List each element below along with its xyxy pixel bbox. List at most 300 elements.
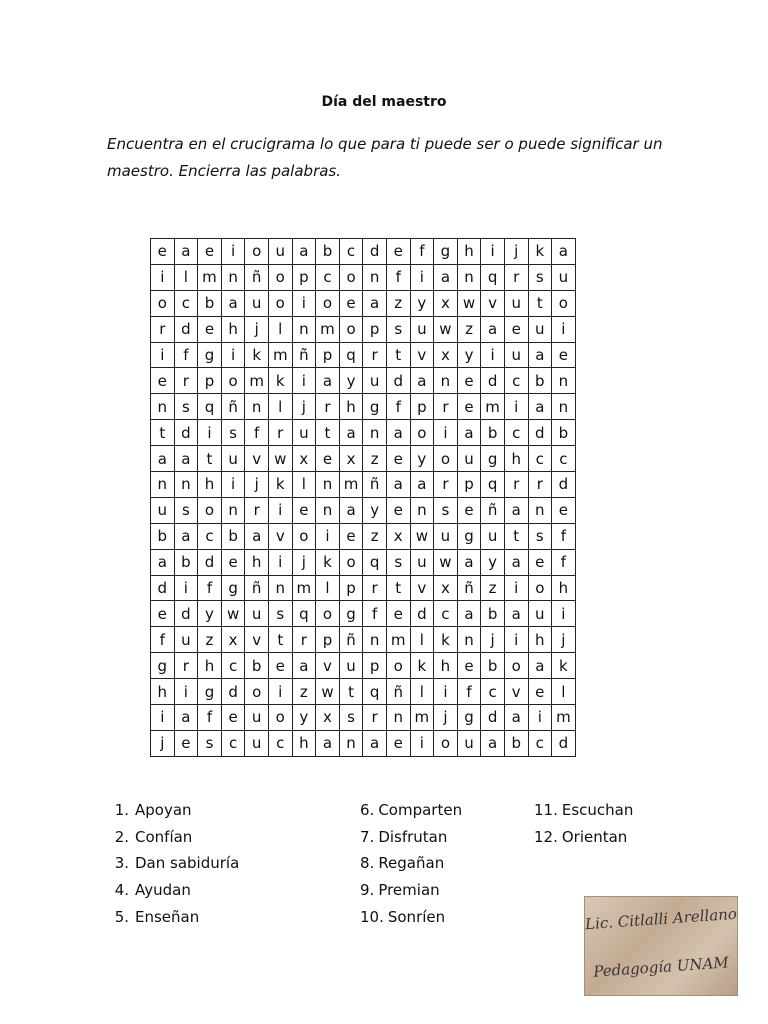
grid-cell[interactable]: u: [245, 601, 269, 627]
grid-cell[interactable]: d: [552, 730, 576, 756]
grid-cell[interactable]: n: [552, 394, 576, 420]
grid-cell[interactable]: a: [245, 523, 269, 549]
grid-cell[interactable]: e: [198, 316, 222, 342]
grid-cell[interactable]: f: [386, 264, 410, 290]
grid-cell[interactable]: h: [221, 316, 245, 342]
grid-cell[interactable]: p: [363, 653, 387, 679]
grid-cell[interactable]: p: [410, 394, 434, 420]
grid-cell[interactable]: t: [151, 420, 175, 446]
grid-cell[interactable]: e: [457, 368, 481, 394]
grid-cell[interactable]: o: [198, 497, 222, 523]
grid-cell[interactable]: c: [504, 420, 528, 446]
grid-cell[interactable]: i: [434, 679, 458, 705]
grid-cell[interactable]: c: [481, 679, 505, 705]
grid-cell[interactable]: a: [339, 497, 363, 523]
grid-cell[interactable]: f: [198, 705, 222, 731]
grid-cell[interactable]: k: [268, 368, 292, 394]
grid-cell[interactable]: e: [386, 446, 410, 472]
grid-cell[interactable]: o: [339, 264, 363, 290]
grid-cell[interactable]: g: [363, 394, 387, 420]
grid-cell[interactable]: z: [481, 575, 505, 601]
grid-cell[interactable]: b: [504, 730, 528, 756]
grid-cell[interactable]: k: [552, 653, 576, 679]
grid-cell[interactable]: ñ: [481, 497, 505, 523]
grid-cell[interactable]: a: [174, 239, 198, 265]
grid-cell[interactable]: g: [457, 705, 481, 731]
grid-cell[interactable]: a: [457, 549, 481, 575]
grid-cell[interactable]: r: [174, 368, 198, 394]
grid-cell[interactable]: c: [339, 239, 363, 265]
grid-cell[interactable]: f: [457, 679, 481, 705]
grid-cell[interactable]: x: [221, 627, 245, 653]
grid-cell[interactable]: h: [245, 549, 269, 575]
grid-cell[interactable]: h: [504, 446, 528, 472]
grid-cell[interactable]: o: [386, 653, 410, 679]
grid-cell[interactable]: y: [363, 497, 387, 523]
grid-cell[interactable]: a: [504, 497, 528, 523]
grid-cell[interactable]: ñ: [245, 575, 269, 601]
grid-cell[interactable]: o: [552, 290, 576, 316]
grid-cell[interactable]: q: [339, 342, 363, 368]
grid-cell[interactable]: r: [434, 394, 458, 420]
grid-cell[interactable]: o: [434, 730, 458, 756]
grid-cell[interactable]: e: [386, 601, 410, 627]
grid-cell[interactable]: u: [151, 497, 175, 523]
grid-cell[interactable]: a: [528, 653, 552, 679]
grid-cell[interactable]: p: [316, 627, 340, 653]
grid-cell[interactable]: u: [528, 601, 552, 627]
grid-cell[interactable]: u: [268, 239, 292, 265]
grid-cell[interactable]: e: [151, 239, 175, 265]
grid-cell[interactable]: o: [339, 316, 363, 342]
grid-cell[interactable]: m: [481, 394, 505, 420]
grid-cell[interactable]: u: [410, 549, 434, 575]
grid-cell[interactable]: x: [316, 705, 340, 731]
grid-cell[interactable]: t: [268, 627, 292, 653]
grid-cell[interactable]: a: [457, 601, 481, 627]
grid-cell[interactable]: n: [339, 730, 363, 756]
grid-cell[interactable]: o: [339, 549, 363, 575]
grid-cell[interactable]: e: [221, 705, 245, 731]
grid-cell[interactable]: s: [528, 523, 552, 549]
grid-cell[interactable]: ñ: [363, 472, 387, 498]
grid-cell[interactable]: g: [457, 523, 481, 549]
grid-cell[interactable]: e: [339, 523, 363, 549]
grid-cell[interactable]: d: [174, 601, 198, 627]
grid-cell[interactable]: e: [504, 316, 528, 342]
grid-cell[interactable]: u: [221, 446, 245, 472]
grid-cell[interactable]: a: [292, 239, 316, 265]
grid-cell[interactable]: s: [198, 730, 222, 756]
grid-cell[interactable]: t: [528, 290, 552, 316]
grid-cell[interactable]: f: [386, 394, 410, 420]
grid-cell[interactable]: u: [245, 705, 269, 731]
grid-cell[interactable]: w: [457, 290, 481, 316]
grid-cell[interactable]: n: [292, 316, 316, 342]
grid-cell[interactable]: a: [174, 446, 198, 472]
grid-cell[interactable]: c: [268, 730, 292, 756]
grid-cell[interactable]: l: [292, 472, 316, 498]
grid-cell[interactable]: x: [339, 446, 363, 472]
grid-cell[interactable]: t: [198, 446, 222, 472]
grid-cell[interactable]: a: [292, 653, 316, 679]
grid-cell[interactable]: i: [292, 290, 316, 316]
grid-cell[interactable]: r: [245, 497, 269, 523]
grid-cell[interactable]: q: [481, 264, 505, 290]
grid-cell[interactable]: a: [528, 342, 552, 368]
grid-cell[interactable]: e: [386, 239, 410, 265]
grid-cell[interactable]: o: [268, 290, 292, 316]
grid-cell[interactable]: m: [245, 368, 269, 394]
grid-cell[interactable]: s: [268, 601, 292, 627]
grid-cell[interactable]: e: [221, 549, 245, 575]
grid-cell[interactable]: u: [410, 316, 434, 342]
grid-cell[interactable]: e: [552, 497, 576, 523]
grid-cell[interactable]: u: [339, 653, 363, 679]
grid-cell[interactable]: m: [198, 264, 222, 290]
grid-cell[interactable]: n: [386, 705, 410, 731]
grid-cell[interactable]: a: [316, 368, 340, 394]
grid-cell[interactable]: s: [221, 420, 245, 446]
grid-cell[interactable]: k: [245, 342, 269, 368]
grid-cell[interactable]: d: [221, 679, 245, 705]
grid-cell[interactable]: i: [410, 730, 434, 756]
grid-cell[interactable]: u: [434, 523, 458, 549]
grid-cell[interactable]: s: [434, 497, 458, 523]
grid-cell[interactable]: b: [245, 653, 269, 679]
grid-cell[interactable]: ñ: [245, 264, 269, 290]
grid-cell[interactable]: a: [504, 549, 528, 575]
grid-cell[interactable]: y: [292, 705, 316, 731]
grid-cell[interactable]: z: [457, 316, 481, 342]
grid-cell[interactable]: z: [363, 523, 387, 549]
grid-cell[interactable]: c: [221, 653, 245, 679]
grid-cell[interactable]: e: [151, 368, 175, 394]
grid-cell[interactable]: d: [481, 368, 505, 394]
grid-cell[interactable]: w: [221, 601, 245, 627]
grid-cell[interactable]: x: [434, 290, 458, 316]
grid-cell[interactable]: f: [410, 239, 434, 265]
grid-cell[interactable]: c: [552, 446, 576, 472]
grid-cell[interactable]: i: [221, 342, 245, 368]
grid-cell[interactable]: l: [268, 316, 292, 342]
grid-cell[interactable]: c: [221, 730, 245, 756]
grid-cell[interactable]: h: [151, 679, 175, 705]
grid-cell[interactable]: i: [552, 316, 576, 342]
grid-cell[interactable]: n: [528, 497, 552, 523]
grid-cell[interactable]: r: [434, 472, 458, 498]
grid-cell[interactable]: b: [316, 239, 340, 265]
grid-cell[interactable]: g: [481, 446, 505, 472]
grid-cell[interactable]: e: [552, 342, 576, 368]
grid-cell[interactable]: h: [198, 653, 222, 679]
grid-cell[interactable]: r: [292, 627, 316, 653]
grid-cell[interactable]: e: [151, 601, 175, 627]
grid-cell[interactable]: l: [410, 627, 434, 653]
grid-cell[interactable]: s: [339, 705, 363, 731]
grid-cell[interactable]: f: [552, 523, 576, 549]
grid-cell[interactable]: g: [221, 575, 245, 601]
grid-cell[interactable]: u: [481, 523, 505, 549]
grid-cell[interactable]: n: [363, 264, 387, 290]
grid-cell[interactable]: m: [552, 705, 576, 731]
grid-cell[interactable]: w: [268, 446, 292, 472]
grid-cell[interactable]: w: [410, 523, 434, 549]
grid-cell[interactable]: a: [434, 264, 458, 290]
grid-cell[interactable]: i: [268, 679, 292, 705]
grid-cell[interactable]: v: [410, 342, 434, 368]
grid-cell[interactable]: a: [363, 730, 387, 756]
grid-cell[interactable]: z: [292, 679, 316, 705]
grid-cell[interactable]: b: [481, 653, 505, 679]
grid-cell[interactable]: b: [174, 549, 198, 575]
grid-cell[interactable]: h: [339, 394, 363, 420]
grid-cell[interactable]: g: [434, 239, 458, 265]
grid-cell[interactable]: d: [481, 705, 505, 731]
grid-cell[interactable]: n: [221, 264, 245, 290]
grid-cell[interactable]: a: [386, 472, 410, 498]
grid-cell[interactable]: p: [363, 316, 387, 342]
grid-cell[interactable]: i: [504, 575, 528, 601]
grid-cell[interactable]: a: [410, 472, 434, 498]
grid-cell[interactable]: i: [221, 239, 245, 265]
grid-cell[interactable]: ñ: [386, 679, 410, 705]
grid-cell[interactable]: i: [151, 705, 175, 731]
grid-cell[interactable]: i: [481, 342, 505, 368]
grid-cell[interactable]: n: [268, 575, 292, 601]
grid-cell[interactable]: d: [410, 601, 434, 627]
grid-cell[interactable]: v: [504, 679, 528, 705]
grid-cell[interactable]: a: [481, 316, 505, 342]
grid-cell[interactable]: g: [198, 342, 222, 368]
grid-cell[interactable]: d: [174, 420, 198, 446]
grid-cell[interactable]: r: [528, 472, 552, 498]
grid-cell[interactable]: c: [316, 264, 340, 290]
grid-cell[interactable]: o: [268, 264, 292, 290]
grid-cell[interactable]: u: [504, 342, 528, 368]
grid-cell[interactable]: u: [457, 446, 481, 472]
grid-cell[interactable]: z: [363, 446, 387, 472]
grid-cell[interactable]: t: [386, 575, 410, 601]
grid-cell[interactable]: n: [434, 368, 458, 394]
grid-cell[interactable]: e: [528, 679, 552, 705]
grid-cell[interactable]: a: [316, 730, 340, 756]
grid-cell[interactable]: c: [434, 601, 458, 627]
grid-cell[interactable]: k: [410, 653, 434, 679]
grid-cell[interactable]: y: [410, 446, 434, 472]
grid-cell[interactable]: a: [504, 705, 528, 731]
grid-cell[interactable]: u: [292, 420, 316, 446]
grid-cell[interactable]: k: [434, 627, 458, 653]
grid-cell[interactable]: c: [528, 446, 552, 472]
grid-cell[interactable]: f: [174, 342, 198, 368]
grid-cell[interactable]: g: [339, 601, 363, 627]
grid-cell[interactable]: a: [528, 394, 552, 420]
grid-cell[interactable]: a: [410, 368, 434, 394]
grid-cell[interactable]: b: [198, 290, 222, 316]
grid-cell[interactable]: d: [386, 368, 410, 394]
grid-cell[interactable]: i: [504, 394, 528, 420]
grid-cell[interactable]: m: [410, 705, 434, 731]
grid-cell[interactable]: h: [434, 653, 458, 679]
grid-cell[interactable]: b: [221, 523, 245, 549]
grid-cell[interactable]: f: [363, 601, 387, 627]
grid-cell[interactable]: e: [198, 239, 222, 265]
grid-cell[interactable]: v: [410, 575, 434, 601]
grid-cell[interactable]: x: [292, 446, 316, 472]
grid-cell[interactable]: s: [174, 497, 198, 523]
grid-cell[interactable]: e: [268, 653, 292, 679]
grid-cell[interactable]: g: [198, 679, 222, 705]
grid-cell[interactable]: j: [481, 627, 505, 653]
grid-cell[interactable]: r: [316, 394, 340, 420]
grid-cell[interactable]: v: [481, 290, 505, 316]
grid-cell[interactable]: j: [245, 316, 269, 342]
grid-cell[interactable]: j: [552, 627, 576, 653]
grid-cell[interactable]: n: [221, 497, 245, 523]
grid-cell[interactable]: x: [434, 342, 458, 368]
grid-cell[interactable]: a: [221, 290, 245, 316]
grid-cell[interactable]: n: [151, 394, 175, 420]
grid-cell[interactable]: a: [457, 420, 481, 446]
grid-cell[interactable]: x: [434, 575, 458, 601]
grid-cell[interactable]: w: [434, 316, 458, 342]
grid-cell[interactable]: a: [151, 446, 175, 472]
grid-cell[interactable]: j: [245, 472, 269, 498]
grid-cell[interactable]: b: [481, 420, 505, 446]
grid-cell[interactable]: g: [151, 653, 175, 679]
grid-cell[interactable]: f: [245, 420, 269, 446]
grid-cell[interactable]: c: [198, 523, 222, 549]
grid-cell[interactable]: p: [198, 368, 222, 394]
grid-cell[interactable]: j: [292, 394, 316, 420]
grid-cell[interactable]: e: [292, 497, 316, 523]
grid-cell[interactable]: a: [339, 420, 363, 446]
grid-cell[interactable]: u: [245, 730, 269, 756]
grid-cell[interactable]: o: [434, 446, 458, 472]
grid-cell[interactable]: j: [434, 705, 458, 731]
grid-cell[interactable]: e: [174, 730, 198, 756]
grid-cell[interactable]: ñ: [457, 575, 481, 601]
grid-cell[interactable]: i: [198, 420, 222, 446]
grid-cell[interactable]: s: [174, 394, 198, 420]
grid-cell[interactable]: s: [386, 316, 410, 342]
grid-cell[interactable]: b: [481, 601, 505, 627]
grid-cell[interactable]: i: [504, 627, 528, 653]
grid-cell[interactable]: d: [552, 472, 576, 498]
grid-cell[interactable]: m: [292, 575, 316, 601]
grid-cell[interactable]: e: [339, 290, 363, 316]
grid-cell[interactable]: d: [151, 575, 175, 601]
grid-cell[interactable]: o: [316, 601, 340, 627]
grid-cell[interactable]: e: [457, 497, 481, 523]
grid-cell[interactable]: o: [245, 679, 269, 705]
grid-cell[interactable]: o: [268, 705, 292, 731]
grid-cell[interactable]: e: [386, 730, 410, 756]
grid-cell[interactable]: e: [457, 653, 481, 679]
grid-cell[interactable]: q: [198, 394, 222, 420]
grid-cell[interactable]: n: [174, 472, 198, 498]
grid-cell[interactable]: ñ: [339, 627, 363, 653]
grid-cell[interactable]: v: [245, 446, 269, 472]
grid-cell[interactable]: i: [268, 549, 292, 575]
grid-cell[interactable]: r: [504, 472, 528, 498]
grid-cell[interactable]: l: [410, 679, 434, 705]
grid-cell[interactable]: b: [151, 523, 175, 549]
grid-cell[interactable]: f: [552, 549, 576, 575]
grid-cell[interactable]: a: [386, 420, 410, 446]
grid-cell[interactable]: l: [316, 575, 340, 601]
grid-cell[interactable]: k: [528, 239, 552, 265]
grid-cell[interactable]: p: [457, 472, 481, 498]
grid-cell[interactable]: h: [528, 627, 552, 653]
grid-cell[interactable]: o: [221, 368, 245, 394]
grid-cell[interactable]: c: [504, 368, 528, 394]
grid-cell[interactable]: r: [363, 575, 387, 601]
grid-cell[interactable]: o: [528, 575, 552, 601]
grid-cell[interactable]: v: [245, 627, 269, 653]
grid-cell[interactable]: h: [457, 239, 481, 265]
grid-cell[interactable]: r: [363, 705, 387, 731]
grid-cell[interactable]: i: [316, 523, 340, 549]
grid-cell[interactable]: s: [528, 264, 552, 290]
grid-cell[interactable]: x: [386, 523, 410, 549]
grid-cell[interactable]: n: [552, 368, 576, 394]
grid-cell[interactable]: j: [151, 730, 175, 756]
grid-cell[interactable]: e: [457, 394, 481, 420]
grid-cell[interactable]: n: [316, 497, 340, 523]
grid-cell[interactable]: p: [339, 575, 363, 601]
grid-cell[interactable]: h: [198, 472, 222, 498]
grid-cell[interactable]: q: [363, 549, 387, 575]
grid-cell[interactable]: q: [363, 679, 387, 705]
grid-cell[interactable]: v: [316, 653, 340, 679]
grid-cell[interactable]: e: [316, 446, 340, 472]
grid-cell[interactable]: p: [292, 264, 316, 290]
grid-cell[interactable]: h: [552, 575, 576, 601]
grid-cell[interactable]: s: [386, 549, 410, 575]
grid-cell[interactable]: u: [552, 264, 576, 290]
grid-cell[interactable]: w: [434, 549, 458, 575]
grid-cell[interactable]: h: [292, 730, 316, 756]
grid-cell[interactable]: i: [174, 575, 198, 601]
grid-cell[interactable]: n: [363, 420, 387, 446]
grid-cell[interactable]: n: [410, 497, 434, 523]
grid-cell[interactable]: n: [457, 627, 481, 653]
grid-cell[interactable]: d: [174, 316, 198, 342]
grid-cell[interactable]: e: [386, 497, 410, 523]
grid-cell[interactable]: a: [481, 730, 505, 756]
grid-cell[interactable]: y: [457, 342, 481, 368]
grid-cell[interactable]: y: [339, 368, 363, 394]
grid-cell[interactable]: i: [174, 679, 198, 705]
grid-cell[interactable]: n: [363, 627, 387, 653]
grid-cell[interactable]: o: [410, 420, 434, 446]
grid-cell[interactable]: t: [386, 342, 410, 368]
grid-cell[interactable]: f: [198, 575, 222, 601]
grid-cell[interactable]: n: [245, 394, 269, 420]
grid-cell[interactable]: c: [528, 730, 552, 756]
grid-cell[interactable]: v: [268, 523, 292, 549]
grid-cell[interactable]: r: [363, 342, 387, 368]
grid-cell[interactable]: y: [198, 601, 222, 627]
grid-cell[interactable]: a: [174, 705, 198, 731]
grid-cell[interactable]: d: [363, 239, 387, 265]
grid-cell[interactable]: b: [528, 368, 552, 394]
grid-cell[interactable]: t: [316, 420, 340, 446]
grid-cell[interactable]: i: [292, 368, 316, 394]
grid-cell[interactable]: t: [504, 523, 528, 549]
